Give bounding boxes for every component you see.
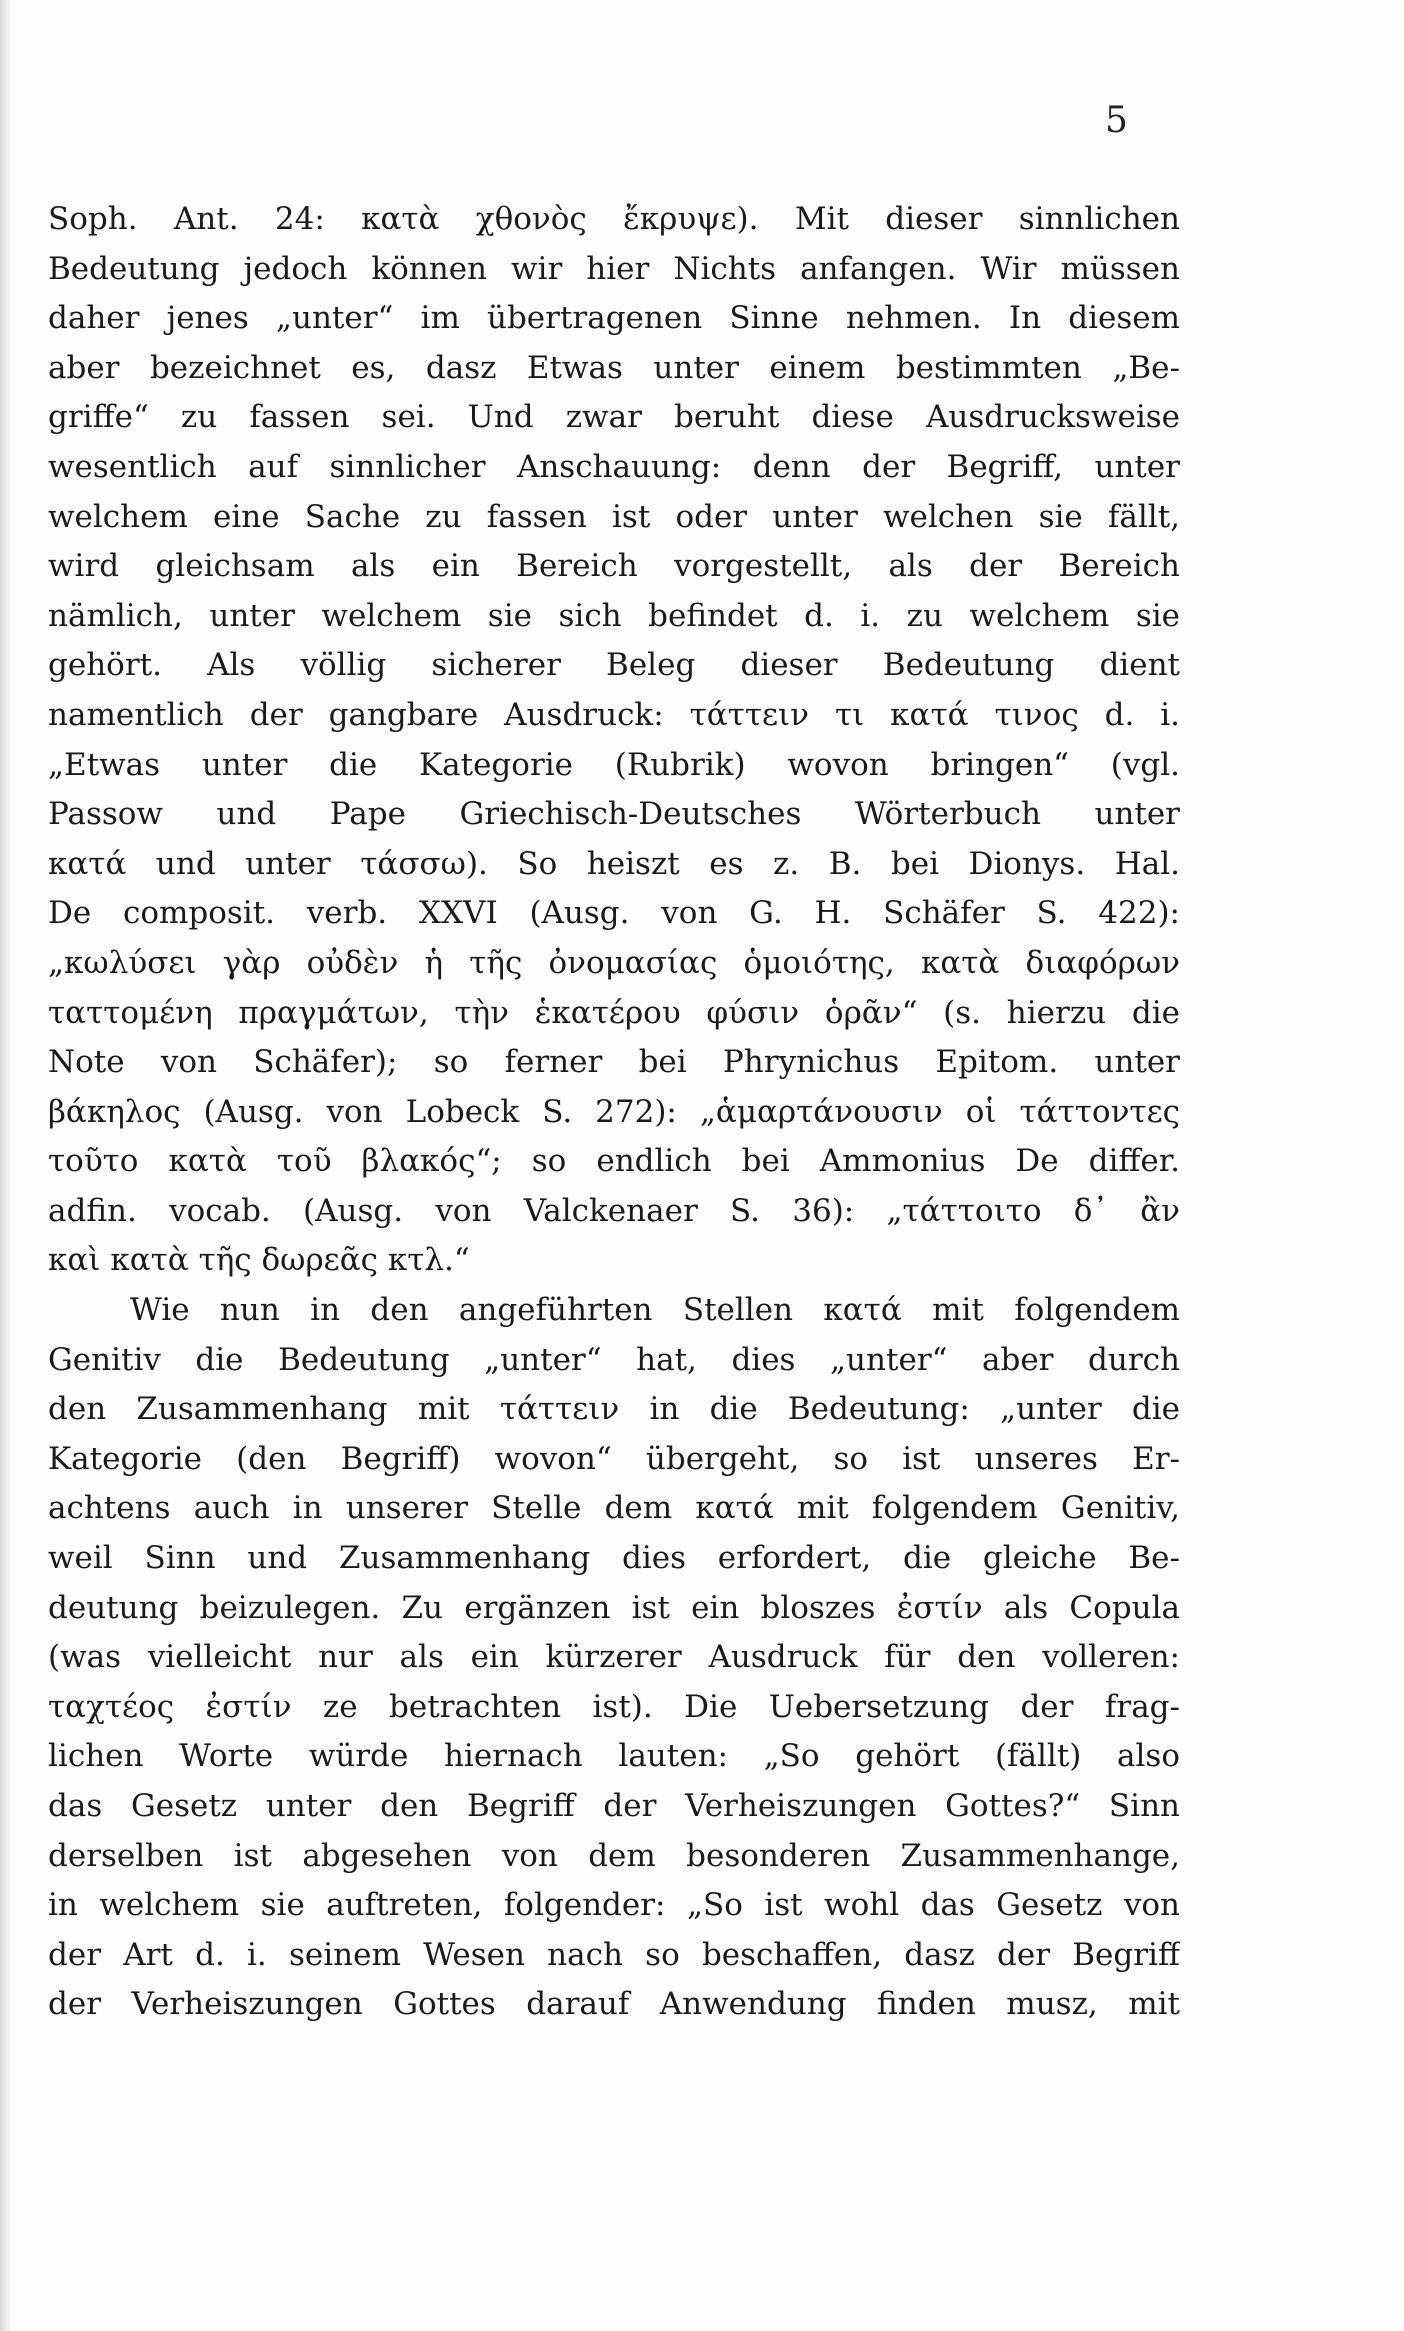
text-line: aber bezeichnet es, dasz Etwas unter einem bestimmten „Be- (48, 349, 1180, 386)
text-line: nämlich, unter welchem sie sich befindet d. i. zu welchem sie (48, 597, 1180, 634)
text-line: weil Sinn und Zusammenhang dies erfordert, die gleiche Be- (48, 1540, 1180, 1577)
text-line: (was vielleicht nur als ein kürzerer Ausdruck für den volleren: (48, 1639, 1180, 1676)
text-line: Genitiv die Bedeutung „unter“ hat, dies „unter“ aber durch (48, 1341, 1180, 1378)
text-line: Bedeutung jedoch können wir hier Nichts anfangen. Wir müssen (48, 250, 1180, 287)
text-line: adfin. vocab. (Ausg. von Valckenaer S. 36): „τάττοιτο δ᾽ ἂν (48, 1192, 1180, 1229)
text-line: ταχτέος ἐστίν ze betrachten ist). Die Uebersetzung der frag- (48, 1688, 1180, 1725)
text-line: daher jenes „unter“ im übertragenen Sinne nehmen. In diesem (48, 300, 1180, 337)
text-line: der Verheiszungen Gottes darauf Anwendung finden musz, mit (48, 1986, 1180, 2023)
text-line: gehört. Als völlig sicherer Beleg dieser Bedeutung dient (48, 647, 1180, 684)
text-line: der Art d. i. seinem Wesen nach so beschaffen, dasz der Begriff (48, 1936, 1180, 1973)
body-text (48, 195, 1180, 2030)
text-line: wird gleichsam als ein Bereich vorgestellt, als der Bereich (48, 548, 1180, 585)
text-line: ταττομένη πραγμάτων, τὴν ἑκατέρου φύσιν ὁρᾶν“ (s. hierzu die (48, 994, 1180, 1031)
paragraph-start-line: Wie nun in den angeführten Stellen κατά mit folgendem (130, 1292, 1180, 1329)
text-line: deutung beizulegen. Zu ergänzen ist ein bloszes ἐστίν als Copula (48, 1589, 1180, 1626)
text-line: κατά und unter τάσσω). So heiszt es z. B. bei Dionys. Hal. (48, 845, 1180, 882)
text-line: den Zusammenhang mit τάττειν in die Bedeutung: „unter die (48, 1391, 1180, 1428)
text-line: lichen Worte würde hiernach lauten: „So gehört (fällt) also (48, 1738, 1180, 1775)
text-line: „Etwas unter die Kategorie (Rubrik) wovon bringen“ (vgl. (48, 746, 1180, 783)
gutter-shadow (0, 0, 12, 2331)
text-line: De composit. verb. XXVI (Ausg. von G. H. Schäfer S. 422): (48, 895, 1180, 932)
text-line: Note von Schäfer); so ferner bei Phrynichus Epitom. unter (48, 1044, 1180, 1081)
text-line: „κωλύσει γὰρ οὐδὲν ἡ τῆς ὀνομασίας ὁμοιότης, κατὰ διαφόρων (48, 944, 1180, 981)
page-number: 5 (1105, 100, 1128, 141)
text-line: namentlich der gangbare Ausdruck: τάττειν τι κατά τινος d. i. (48, 696, 1180, 733)
text-line: Soph. Ant. 24: κατὰ χθονὸς ἔκρυψε). Mit dieser sinnlichen (48, 201, 1180, 237)
text-line: griffe“ zu fassen sei. Und zwar beruht diese Ausdrucksweise (48, 399, 1180, 436)
text-line: Passow und Pape Griechisch-Deutsches Wörterbuch unter (48, 796, 1180, 833)
text-line: in welchem sie auftreten, folgender: „So ist wohl das Gesetz von (48, 1887, 1180, 1924)
text-line: achtens auch in unserer Stelle dem κατά mit folgendem Genitiv, (48, 1490, 1180, 1527)
text-line: καὶ κατὰ τῆς δωρεᾶς κτλ.“ (48, 1242, 470, 1279)
text-line: derselben ist abgesehen von dem besonderen Zusammenhange, (48, 1837, 1180, 1874)
text-line: wesentlich auf sinnlicher Anschauung: denn der Begriff, unter (48, 448, 1180, 485)
text-line: τοῦτο κατὰ τοῦ βλακός“; so endlich bei Ammonius De differ. (48, 1143, 1180, 1180)
text-line: welchem eine Sache zu fassen ist oder unter welchen sie fällt, (48, 498, 1180, 535)
text-line: βάκηλος (Ausg. von Lobeck S. 272): „ἁμαρτάνουσιν οἱ τάττοντες (48, 1093, 1180, 1130)
text-line: das Gesetz unter den Begriff der Verheiszungen Gottes?“ Sinn (48, 1788, 1180, 1824)
text-line: Kategorie (den Begriff) wovon“ übergeht, so ist unseres Er- (48, 1440, 1180, 1477)
